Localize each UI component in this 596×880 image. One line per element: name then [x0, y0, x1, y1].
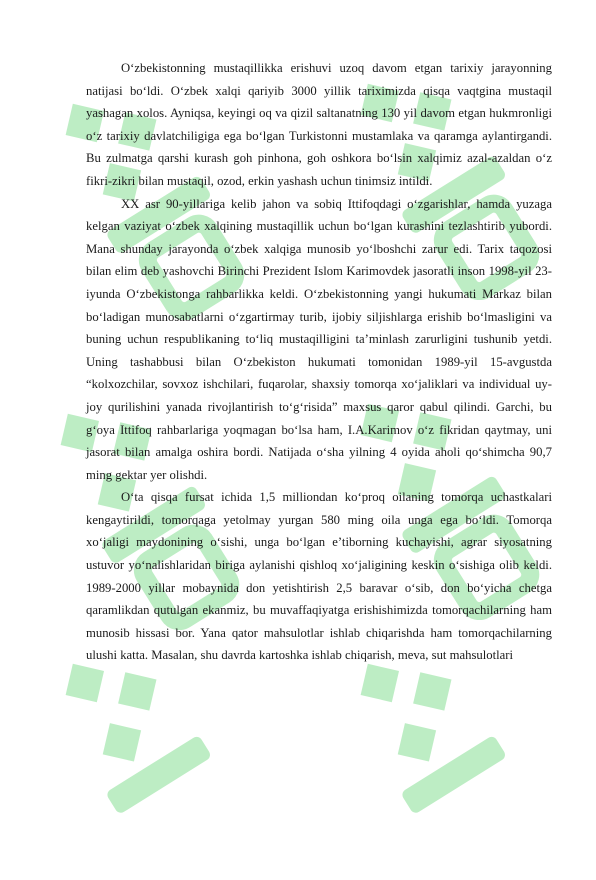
paragraph: O‘ta qisqa fursat ichida 1,5 milliondan ko‘proq oilaning tomorqa uchastkalari kengaytirildi, tomorqaga yetolmay yurgan 580 ming oila unga ega bo‘ldi. Tomorqa xo‘jaligi maydonining o‘sishi, unga bo‘lgan e’tiborning kuchayishi, agrar siyosatning ustuvor yo‘nalishlaridan biriga aylanishi qishloq xo‘jaligining keskin o‘sishiga olib keldi. 1989-2000 yillar mobaynida don yetishtirish 2,5 baravar o‘sib, don bo‘yicha chetga qaramlikdan qutulgan ekanmiz, bu muvaffaqiyatga erishishimizda tomorqachilarning ham munosib hissasi bor. Yana qator mahsulotlar ishlab chiqarishda ham tomorqachilarning ulushi katta. Masalan, shu davrda kartoshka ishlab chiqarish, meva, sut mahsulotlari [86, 490, 552, 663]
paragraph: XX asr 90-yillariga kelib jahon va sobiq Ittifoqdagi o‘zgarishlar, hamda yuzaga kelgan vaziyat o‘zbek xalqining mustaqillik uchun bo‘lgan kurashini tezlashtirib yubordi. Mana shunday jarayonda o‘zbek xalqiga munosib yo‘lboshchi zarur edi. Tarix taqozosi bilan elim deb yashovchi Birinchi Prezident Islom Karimovdek jasoratli inson 1998-yil 23-iyunda O‘zbekistonga rahbarlikka keldi. O‘zbekistonning yangi hukumati Markaz bilan bo‘ladigan munosabatlarni o‘zgartirmay turib, ijobiy siljishlarga erishib bo‘lmasligini va buning uchun respublikaning to‘liq mustaqilligini ta’minlash zarurligini tushunib yetdi. Uning tashabbusi bilan O‘zbekiston hukumati tomonidan 1989-yil 15-avgustda “kolxozchilar, sovxoz ishchilari, fuqarolar, shaxsiy tomorqa xo‘jaliklari va individual uy-joy qurilishini yanada rivojlantirish to‘g‘risida” maxsus qaror qabul qilindi. Garchi, bu g‘oya Ittifoq rahbarlariga yoqmagan bo‘lsa ham, I.A.Karimov o‘z fikridan qaytmay, uni jasorat bilan amalga oshira bordi. Natijada o‘sha yilning 4 oyida aholi qo‘shimcha 90,7 ming gektar yer olishdi. [86, 196, 552, 482]
paragraph: O‘zbekistonning mustaqillikka erishuvi uzoq davom etgan tarixiy jarayonning natijasi bo‘ldi. O‘zbek xalqi qariyib 3000 yillik tariximizda qisqa vaqtgina mustaqil yashagan xolos. Ayniqsa, keyingi oq va qizil saltanatning 130 yil davom etgan hukmronligi o‘z tarixiy davlatchiligiga ega bo‘lgan Turkistonni mustamlaka va qaramga aylantirgandi. Bu zulmatga qarshi kurash goh pinhona, goh oshkora bo‘lsin xalqimiz azal-azaldan o‘z fikri-zikri bilan mustaqil, ozod, erkin yashash uchun tinimsiz intildi. [86, 61, 552, 188]
document-body [86, 57, 552, 667]
